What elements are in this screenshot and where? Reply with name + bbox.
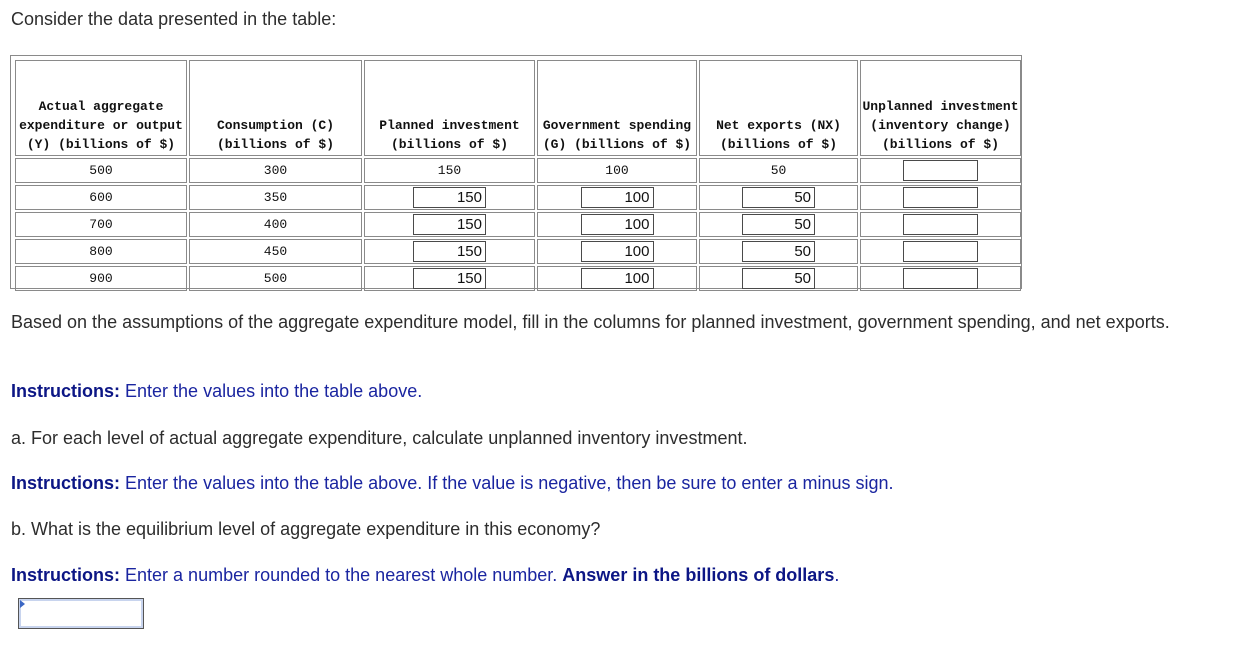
question-a: a. For each level of actual aggregate expenditure, calculate unplanned inventory investment. [11, 428, 748, 448]
header-government-spending: Government spending (G) (billions of $) [537, 60, 697, 156]
header-actual-output: Actual aggregate expenditure or output (Y) (billions of $) [15, 60, 187, 156]
instructions-period: . [834, 565, 840, 585]
planned-investment-input[interactable] [413, 214, 486, 235]
instructions-label: Instructions: [11, 381, 121, 401]
table-row [15, 212, 1021, 237]
equilibrium-answer-input[interactable] [18, 598, 144, 629]
cell-consumption: 400 [189, 212, 362, 237]
table-header-row [15, 60, 1021, 156]
instructions-3 [11, 564, 839, 587]
cell-planned-investment: 150 [364, 158, 535, 183]
question-b: b. What is the equilibrium level of aggregate expenditure in this economy? [11, 519, 601, 539]
instructions-text: Enter the values into the table above. If the value is negative, then be sure to enter a minus sign. [120, 473, 894, 493]
unplanned-investment-input[interactable] [903, 187, 978, 208]
government-spending-input[interactable] [581, 187, 654, 208]
instructions-emphasis: Answer in the billions of dollars [562, 565, 835, 585]
unplanned-investment-input[interactable] [903, 214, 978, 235]
instructions-text: Enter a number rounded to the nearest whole number. [120, 565, 563, 585]
cell-actual-output: 700 [15, 212, 187, 237]
government-spending-input[interactable] [581, 268, 654, 289]
instructions-1 [11, 380, 422, 403]
cell-actual-output: 900 [15, 266, 187, 291]
planned-investment-input[interactable] [413, 241, 486, 262]
intro-text: Consider the data presented in the table: [11, 9, 337, 29]
government-spending-input[interactable] [581, 214, 654, 235]
unplanned-investment-input[interactable] [903, 268, 978, 289]
cell-government-spending: 100 [537, 158, 697, 183]
question-paragraph: Based on the assumptions of the aggregate expenditure model, fill in the columns for planned investment, government spending, and net exports. [11, 312, 1170, 332]
data-table [13, 58, 1023, 293]
table-row [15, 158, 1021, 183]
table-row [15, 185, 1021, 210]
net-exports-input[interactable] [742, 187, 815, 208]
planned-investment-input[interactable] [413, 187, 486, 208]
table-row [15, 266, 1021, 291]
instructions-label: Instructions: [11, 565, 121, 585]
planned-investment-input[interactable] [413, 268, 486, 289]
government-spending-input[interactable] [581, 241, 654, 262]
instructions-label: Instructions: [11, 473, 121, 493]
cell-consumption: 300 [189, 158, 362, 183]
net-exports-input[interactable] [742, 268, 815, 289]
cell-consumption: 500 [189, 266, 362, 291]
cell-consumption: 350 [189, 185, 362, 210]
header-net-exports: Net exports (NX) (billions of $) [699, 60, 858, 156]
input-caret-icon [20, 600, 25, 608]
cell-net-exports: 50 [699, 158, 858, 183]
header-unplanned-investment: Unplanned investment (inventory change) (billions of $) [860, 60, 1021, 156]
table-row [15, 239, 1021, 264]
cell-actual-output: 500 [15, 158, 187, 183]
cell-consumption: 450 [189, 239, 362, 264]
cell-actual-output: 600 [15, 185, 187, 210]
data-table-frame [10, 55, 1022, 289]
net-exports-input[interactable] [742, 214, 815, 235]
header-consumption: Consumption (C) (billions of $) [189, 60, 362, 156]
net-exports-input[interactable] [742, 241, 815, 262]
cell-actual-output: 800 [15, 239, 187, 264]
unplanned-investment-input[interactable] [903, 241, 978, 262]
instructions-text: Enter the values into the table above. [120, 381, 423, 401]
header-planned-investment: Planned investment (billions of $) [364, 60, 535, 156]
instructions-2 [11, 472, 894, 495]
unplanned-investment-input[interactable] [903, 160, 978, 181]
